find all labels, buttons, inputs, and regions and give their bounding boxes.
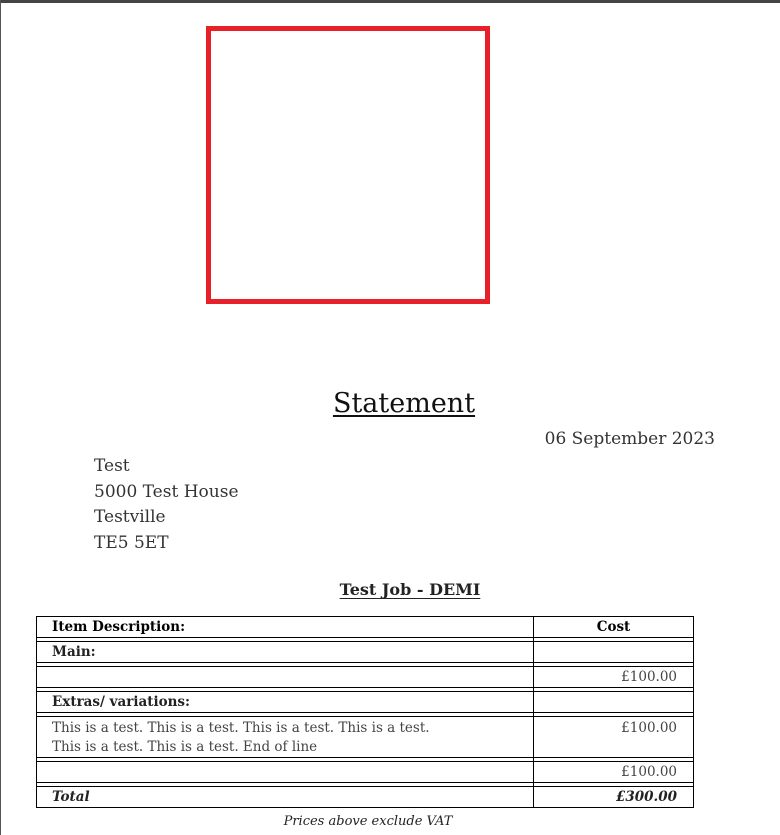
row-description-line: This is a test. This is a test. This is a test. This is a test. — [52, 720, 430, 736]
row-cost: £100.00 — [534, 717, 693, 758]
row-description — [37, 667, 534, 688]
vat-footnote: Prices above exclude VAT — [283, 814, 453, 829]
items-table — [36, 616, 694, 808]
row-description — [37, 717, 534, 758]
row-cost: £100.00 — [534, 762, 693, 783]
page-top-border — [0, 0, 780, 3]
total-row — [37, 787, 693, 807]
table-row — [37, 667, 693, 688]
section-row-extras — [37, 692, 693, 713]
statement-date: 06 September 2023 — [544, 429, 715, 449]
row-description — [37, 762, 534, 783]
header-item-description: Item Description: — [37, 617, 534, 638]
section-label: Extras/ variations: — [37, 692, 534, 713]
job-title: Test Job - DEMI — [339, 580, 481, 599]
row-description-line: This is a test. This is a test. End of line — [52, 739, 318, 755]
header-cost: Cost — [534, 617, 693, 638]
table-row — [37, 762, 693, 783]
total-label: Total — [37, 787, 534, 807]
row-cost: £100.00 — [534, 667, 693, 688]
address-line-street: 5000 Test House — [94, 481, 239, 502]
recipient-address — [94, 454, 239, 556]
total-value: £300.00 — [615, 789, 677, 805]
section-row-main — [37, 642, 693, 663]
logo-placeholder — [206, 26, 490, 304]
page-title: Statement — [332, 388, 476, 419]
table-row — [37, 717, 693, 758]
section-label: Main: — [37, 642, 534, 663]
address-line-town: Testville — [94, 507, 166, 527]
address-line-postcode: TE5 5ET — [94, 532, 169, 553]
table-header-row — [37, 617, 693, 638]
address-line-name: Test — [94, 456, 130, 476]
